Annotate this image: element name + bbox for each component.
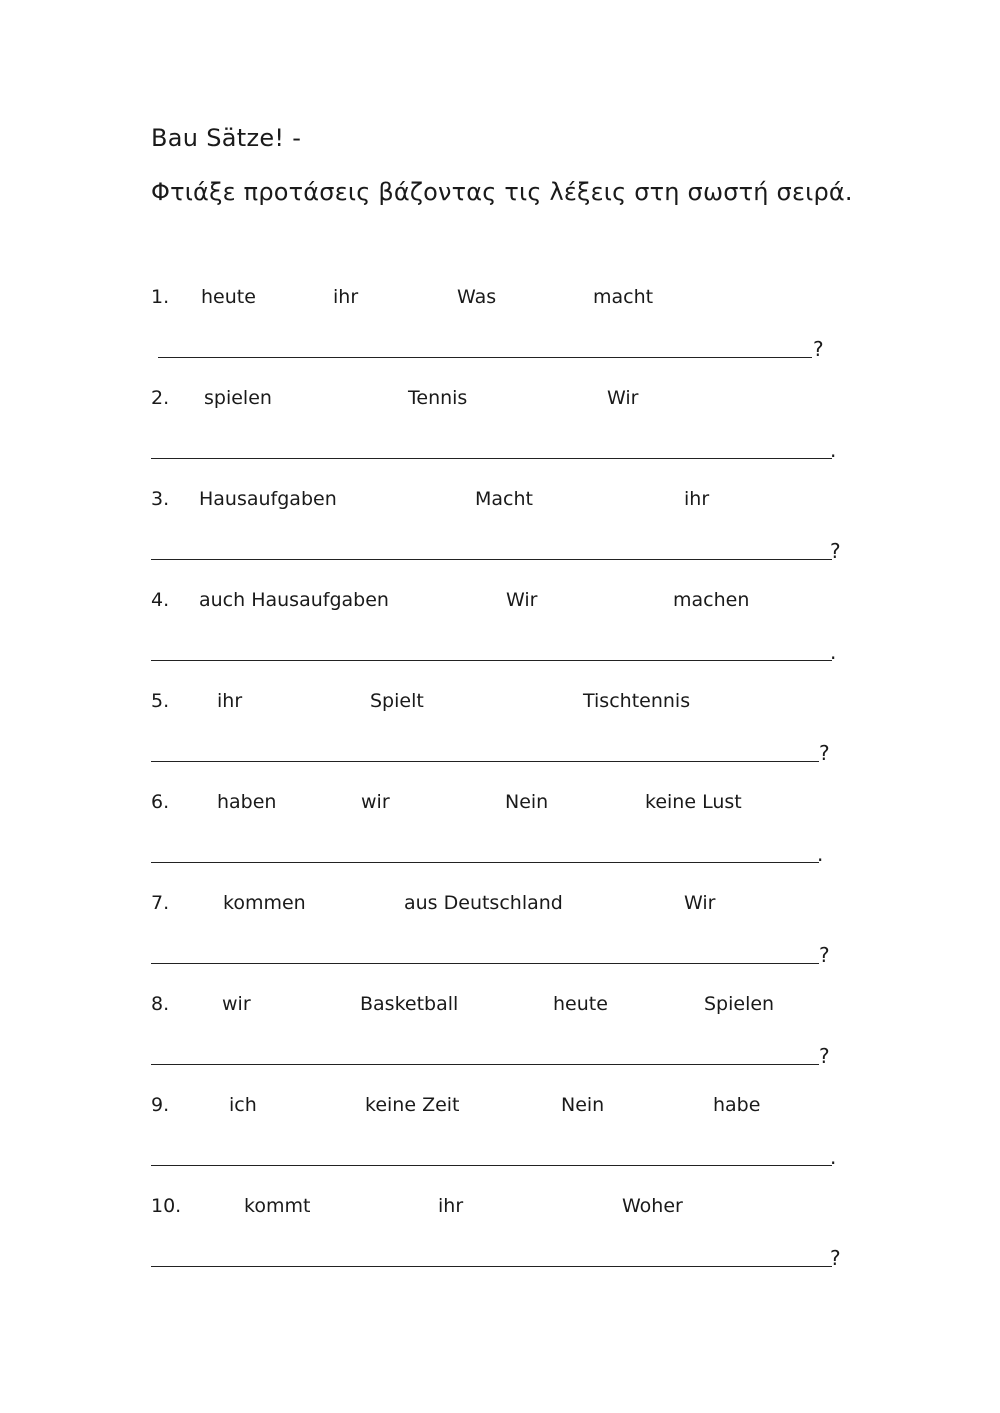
scrambled-word: ihr <box>684 488 710 510</box>
item-number: 7. <box>151 892 170 914</box>
scrambled-word: haben <box>217 791 277 813</box>
answer-line[interactable] <box>151 660 832 661</box>
sentence-end-mark: . <box>817 842 824 866</box>
scrambled-word: aus Deutschland <box>404 892 563 914</box>
scrambled-word: machen <box>673 589 750 611</box>
scrambled-word: ich <box>229 1094 257 1116</box>
item-number: 6. <box>151 791 170 813</box>
scrambled-word: macht <box>593 286 654 308</box>
answer-line[interactable] <box>151 559 832 560</box>
scrambled-word: kommt <box>244 1195 311 1217</box>
scrambled-word: ihr <box>217 690 243 712</box>
scrambled-word: wir <box>222 993 251 1015</box>
answer-line[interactable] <box>151 1266 832 1267</box>
item-number: 8. <box>151 993 170 1015</box>
scrambled-word: habe <box>713 1094 761 1116</box>
scrambled-word: Macht <box>475 488 533 510</box>
scrambled-word: wir <box>361 791 390 813</box>
answer-line[interactable] <box>151 761 819 762</box>
scrambled-word: heute <box>201 286 256 308</box>
item-number: 10. <box>151 1195 182 1217</box>
answer-line[interactable] <box>151 1064 819 1065</box>
sentence-end-mark: . <box>830 1145 837 1169</box>
scrambled-word: Hausaufgaben <box>199 488 337 510</box>
scrambled-word: Tischtennis <box>583 690 691 712</box>
scrambled-word: Nein <box>505 791 549 813</box>
worksheet-instruction: Φτιάξε προτάσεις βάζοντας τις λέξεις στη σωστή σειρά. <box>151 178 853 206</box>
scrambled-word: Wir <box>607 387 639 409</box>
answer-line[interactable] <box>151 963 819 964</box>
scrambled-word: Woher <box>622 1195 683 1217</box>
answer-line[interactable] <box>158 357 812 358</box>
answer-line[interactable] <box>151 1165 832 1166</box>
item-number: 5. <box>151 690 170 712</box>
scrambled-word: keine Zeit <box>365 1094 460 1116</box>
scrambled-word: Spielt <box>370 690 424 712</box>
scrambled-word: keine Lust <box>645 791 742 813</box>
sentence-end-mark: . <box>830 640 837 664</box>
item-number: 3. <box>151 488 170 510</box>
item-number: 4. <box>151 589 170 611</box>
sentence-end-mark: ? <box>813 337 824 361</box>
scrambled-word: ihr <box>333 286 359 308</box>
scrambled-word: auch Hausaufgaben <box>199 589 389 611</box>
scrambled-word: Spielen <box>704 993 775 1015</box>
item-number: 1. <box>151 286 170 308</box>
scrambled-word: ihr <box>438 1195 464 1217</box>
scrambled-word: Nein <box>561 1094 605 1116</box>
sentence-end-mark: ? <box>819 741 830 765</box>
scrambled-word: Tennis <box>408 387 468 409</box>
sentence-end-mark: ? <box>819 1044 830 1068</box>
answer-line[interactable] <box>151 458 832 459</box>
sentence-end-mark: ? <box>830 539 841 563</box>
answer-line[interactable] <box>151 862 819 863</box>
scrambled-word: spielen <box>204 387 272 409</box>
scrambled-word: Wir <box>506 589 538 611</box>
worksheet-title: Bau Sätze! - <box>151 124 302 152</box>
scrambled-word: heute <box>553 993 608 1015</box>
sentence-end-mark: ? <box>830 1246 841 1270</box>
scrambled-word: Was <box>457 286 497 308</box>
sentence-end-mark: ? <box>819 943 830 967</box>
scrambled-word: Wir <box>684 892 716 914</box>
sentence-end-mark: . <box>830 438 837 462</box>
scrambled-word: Basketball <box>360 993 459 1015</box>
item-number: 2. <box>151 387 170 409</box>
item-number: 9. <box>151 1094 170 1116</box>
scrambled-word: kommen <box>223 892 306 914</box>
